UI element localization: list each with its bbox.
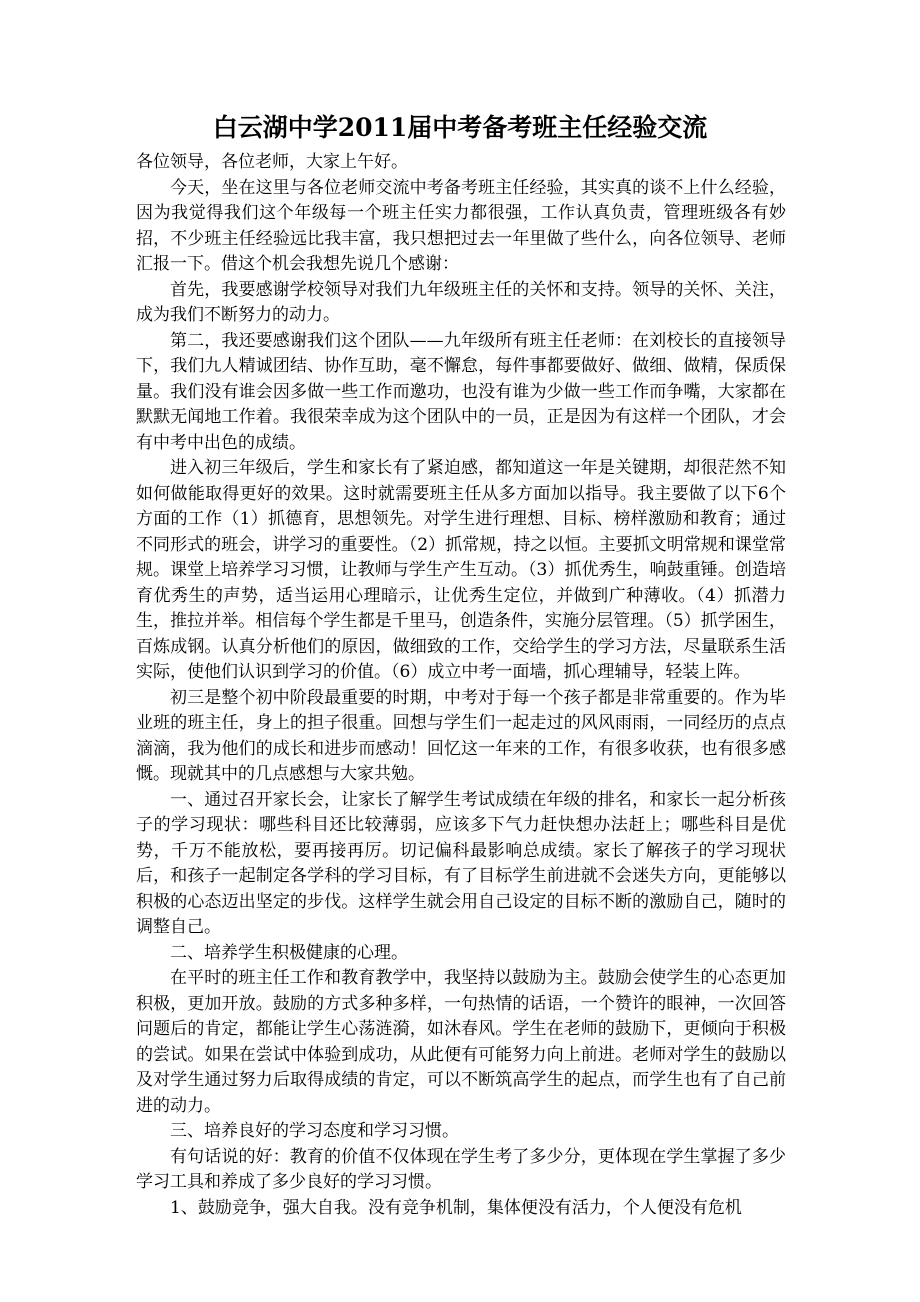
paragraph-thanks-leaders: 首先，我要感谢学校领导对我们九年级班主任的关怀和支持。领导的关怀、关注，成为我们不断努力的动力。 [136, 279, 786, 325]
paragraph-six-aspects: 进入初三年级后，学生和家长有了紧迫感，都知道这一年是关键期，却很茫然不知如何做能取得更好的效果。这时就需要班主任从多方面加以指导。我主要做了以下6个方面的工作（1）抓德育，思想领先。对学生进行理想、目标、榜样激励和教育；通过不同形式的班会，讲学习的重要性。（2）抓常规，持之以恒。主要抓文明常规和课堂常规。课堂上培养学习习惯，让教师与学生产生互动。（3）抓优秀生，响鼓重锤。创造培育优秀生的声势，适当运用心理暗示，让优秀生定位，并做到广种薄收。（4）抓潜力生，推拉并举。相信每个学生都是千里马，创造条件，实施分层管理。（5）抓学困生，百炼成钢。认真分析他们的原因，做细致的工作，交给学生的学习方法，尽量联系生活实际，使他们认识到学习的价值。（6）成立中考一面墙，抓心理辅导，轻装上阵。 [136, 458, 786, 682]
paragraph-competition: 1、鼓励竞争，强大自我。没有竞争机制，集体便没有活力，个人便没有危机 [170, 1197, 742, 1218]
paragraph-greeting: 各位领导，各位老师，大家上午好。 [136, 152, 408, 172]
paragraph-parent-meeting: 一、通过召开家长会，让家长了解学生考试成绩在年级的排名，和家长一起分析孩子的学习现状：哪些科目还比较薄弱，应该多下气力赶快想办法赶上；哪些科目是优势，千万不能放松，要再接再厉。切记偏科最影响总成绩。家长了解孩子的学习现状后，和孩子一起制定各学科的学习目标，有了目标学生前进就不会迷失方向，更能够以积极的心态迈出坚定的步伐。这样学生就会用自己设定的目标不断的激励自己，随时的调整自己。 [136, 789, 786, 937]
document-body [136, 150, 786, 1221]
paragraph-intro: 今天，坐在这里与各位老师交流中考备考班主任经验，其实真的谈不上什么经验，因为我觉得我们这个年级每一个班主任实力都很强，工作认真负责，管理班级各有妙招，不少班主任经验远比我丰富，我只想把过去一年里做了些什么，向各位领导、老师汇报一下。借这个机会我想先说几个感谢： [136, 177, 786, 274]
paragraph-heading-psychology: 二、培养学生积极健康的心理。 [170, 942, 408, 963]
document-title: 白云湖中学2011届中考备考班主任经验交流 [212, 113, 708, 142]
paragraph-education-value: 有句话说的好：教育的价值不仅体现在学生考了多少分，更体现在学生掌握了多少学习工具和养成了多少良好的学习习惯。 [136, 1146, 786, 1192]
paragraph-thanks-team: 第二，我还要感谢我们这个团队——九年级所有班主任老师：在刘校长的直接领导下，我们九人精诚团结、协作互助，毫不懈怠，每件事都要做好、做细、做精，保质保量。我们没有谁会因多做一些工作而邀功，也没有谁为少做一些工作而争嘴，大家都在默默无闻地工作着。我很荣幸成为这个团队中的一员，正是因为有这样一个团队，才会有中考中出色的成绩。 [136, 330, 786, 453]
paragraph-grade-nine: 初三是整个初中阶段最重要的时期，中考对于每一个孩子都是非常重要的。作为毕业班的班主任，身上的担子很重。回想与学生们一起走过的风风雨雨，一同经历的点点滴滴，我为他们的成长和进步而感动！回忆这一年来的工作，有很多收获，也有很多感慨。现就其中的几点感想与大家共勉。 [136, 687, 786, 784]
paragraph-encouragement: 在平时的班主任工作和教育教学中，我坚持以鼓励为主。鼓励会使学生的心态更加积极，更加开放。鼓励的方式多种多样，一句热情的话语，一个赞许的眼神，一次回答问题后的肯定，都能让学生心荡涟漪，如沐春风。学生在老师的鼓励下，更倾向于积极的尝试。如果在尝试中体验到成功，从此便有可能努力向上前进。老师对学生的鼓励以及对学生通过努力后取得成绩的肯定，可以不断筑高学生的起点，而学生也有了自己前进的动力。 [136, 968, 786, 1116]
paragraph-heading-habits: 三、培养良好的学习态度和学习习惯。 [170, 1121, 459, 1141]
